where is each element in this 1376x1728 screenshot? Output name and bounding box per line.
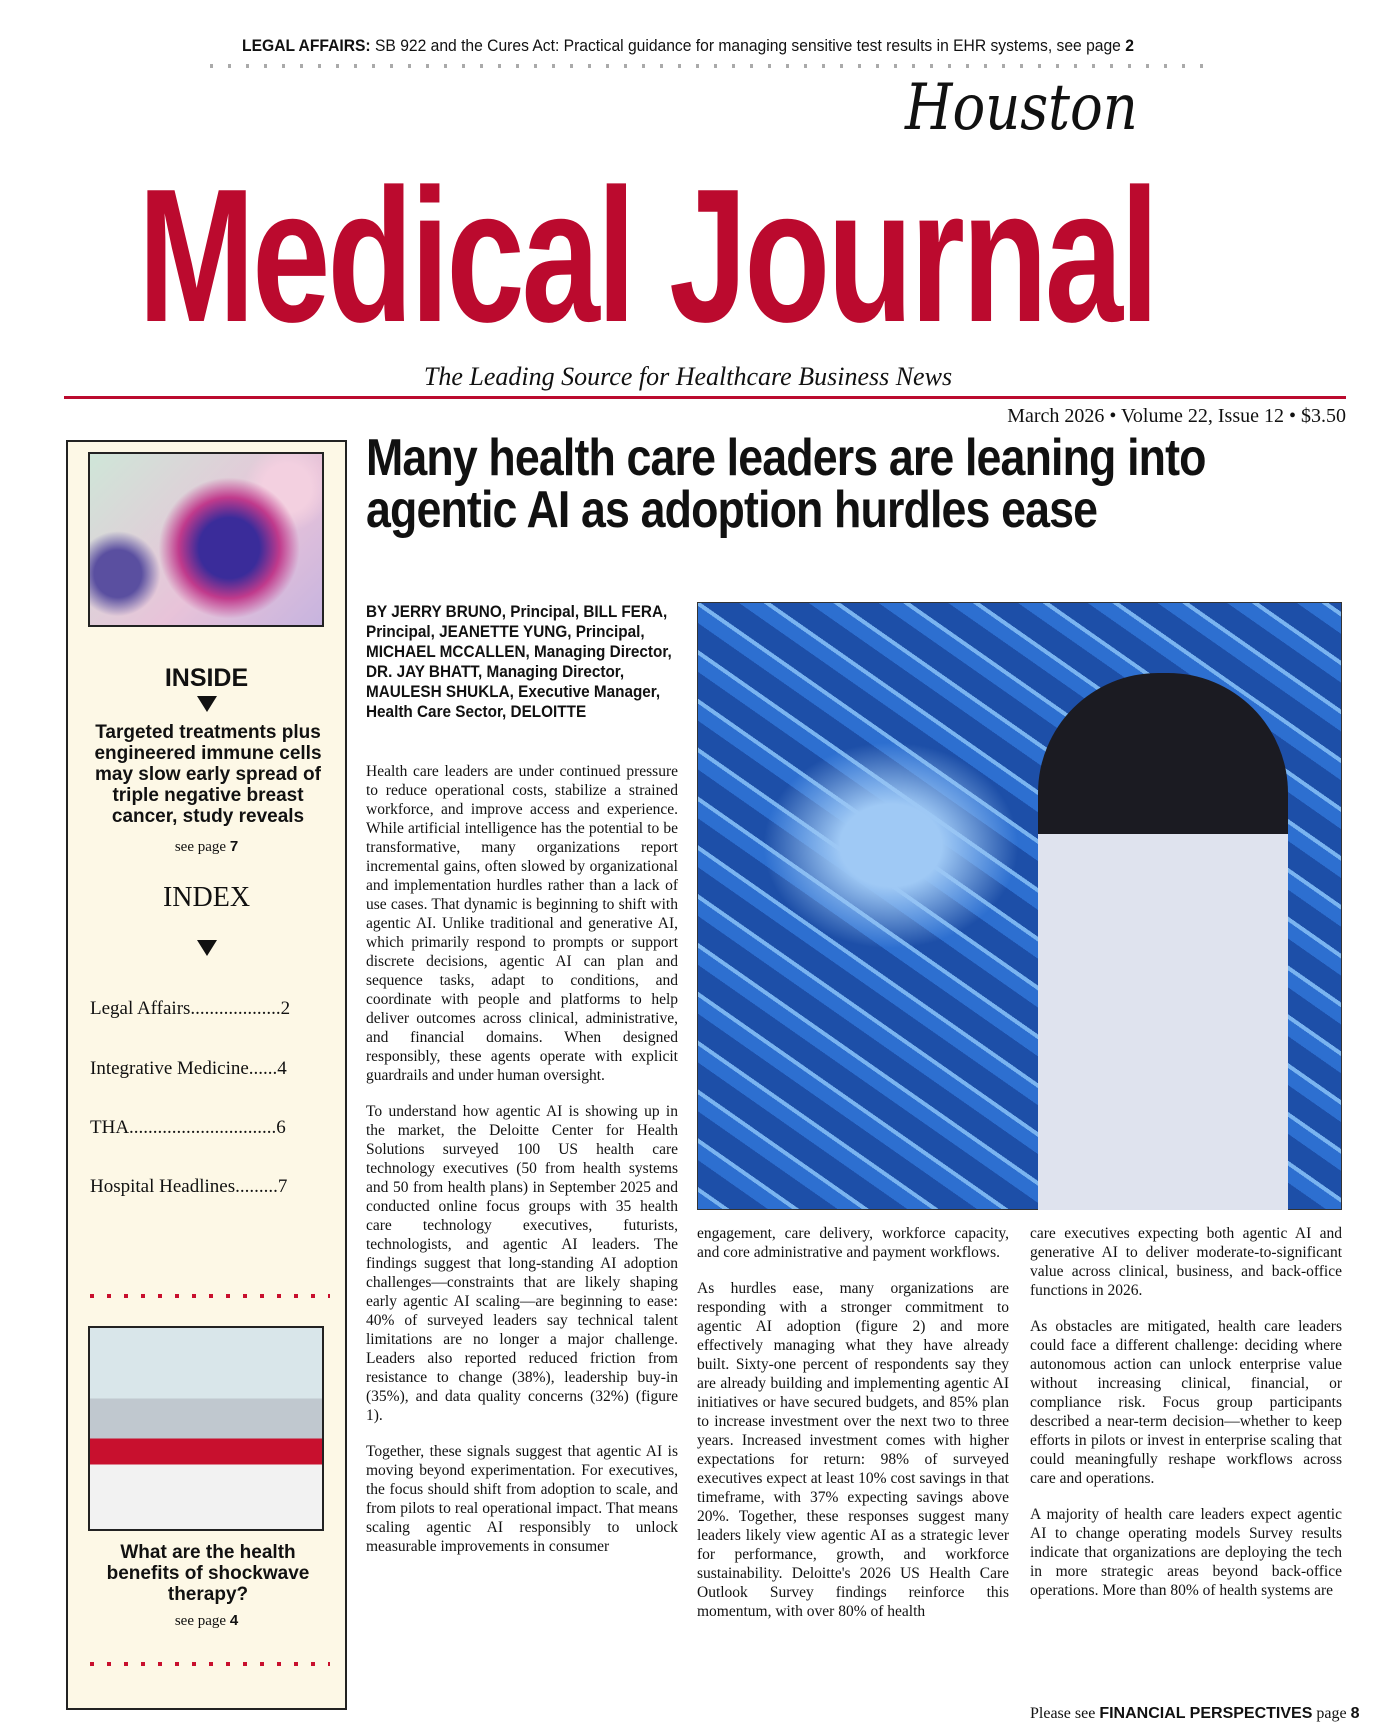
see-page-number: 7	[229, 838, 239, 855]
article-column-1	[366, 762, 678, 1573]
paragraph: care executives expecting both agentic AI and generative AI to deliver moderate-to-significant value across clinical, business, and back-office functions in 2026.	[1030, 1225, 1342, 1299]
masthead-title: Medical Journal	[138, 150, 1157, 362]
inside-story-link[interactable]: Targeted treatments plus engineered immune cells may slow early spread of triple negative breast cancer, study reveals	[94, 722, 322, 827]
inside-see-page[interactable]	[68, 838, 345, 856]
dotted-divider	[210, 64, 1210, 68]
article-column-2	[697, 1224, 1009, 1638]
red-dotted-divider	[90, 1294, 330, 1298]
paragraph: As hurdles ease, many organizations are responding with a stronger commitment to agentic AI adoption (figure 2) and more effectively managing what they have already built. Sixty-one percent of respondents say they are already building and implementing agentic AI initiatives or have secured budgets, and 85% plan to increase investment over the next two to three years. Increased investment comes with higher expectations for return: 98% of surveyed executives expect at least 10% cost savings in that timeframe, with 37% expecting savings above 20%. Together, these responses suggest many leaders likely view agentic AI as a strategic lever for performance, growth, and workforce sustainability. Deloitte's 2026 US Health Care Outlook Survey findings reinforce this momentum, with over 80% of health	[697, 1280, 1009, 1620]
see-text: see page	[174, 839, 230, 855]
masthead-tagline: The Leading Source for Healthcare Business News	[423, 362, 953, 391]
red-dotted-divider	[90, 1662, 330, 1666]
continued-page: 8	[1350, 1705, 1360, 1722]
index-item-hospital-headlines[interactable]: Hospital Headlines.........7	[90, 1176, 288, 1197]
index-item-integrative-medicine[interactable]: Integrative Medicine......4	[90, 1058, 287, 1079]
continued-section: FINANCIAL PERSPECTIVES	[1099, 1705, 1313, 1722]
teaser-label: LEGAL AFFAIRS:	[242, 36, 371, 55]
continued-prefix: Please see	[1030, 1705, 1100, 1722]
continued-link[interactable]	[1030, 1704, 1360, 1724]
down-triangle-icon	[197, 696, 217, 712]
paragraph: Health care leaders are under continued pressure to reduce operational costs, stabilize a strained workforce, and improve access and experience. While artificial intelligence has the potential to be transformative, many organizations report incremental gains, often slowed by organizational and implementation hurdles rather than a lack of use cases. That dynamic is beginning to shift with agentic AI. Unlike traditional and generative AI, which primarily respond to prompts or support discrete decisions, agentic AI can plan and sequence tasks, adapt to conditions, and coordinate with people and platforms to help deliver outcomes across clinical, administrative, and financial domains. When designed responsibly, these agents operate with explicit guardrails and under human oversight.	[366, 763, 678, 1084]
article-headline: Many health care leaders are leaning into agentic AI as adoption hurdles ease	[366, 429, 1206, 539]
shockwave-therapy-image[interactable]	[88, 1326, 324, 1531]
teaser-text: SB 922 and the Cures Act: Practical guidance for managing sensitive test results in EHR systems, see page	[370, 36, 1126, 55]
woman-with-laptop-photo	[697, 602, 1342, 1210]
paragraph: engagement, care delivery, workforce capacity, and core administrative and payment workflows.	[697, 1225, 1009, 1261]
person-figure	[1038, 673, 1288, 1210]
index-label: INDEX	[162, 882, 251, 913]
down-triangle-icon	[197, 940, 217, 956]
index-item-legal-affairs[interactable]: Legal Affairs...................2	[90, 998, 291, 1019]
top-teaser[interactable]	[55, 36, 1321, 56]
teaser-page: 2	[1125, 36, 1134, 55]
masthead-city: Houston	[905, 71, 1138, 145]
masthead-rule	[64, 396, 1346, 399]
article-column-3	[1030, 1224, 1342, 1617]
paragraph: Together, these signals suggest that agentic AI is moving beyond experimentation. For executives, the focus should shift from adoption to scale, and from pilots to real operational impact. That means scaling agentic AI responsibly to unlock measurable improvements in consumer	[366, 1443, 678, 1555]
continued-suffix: page	[1312, 1705, 1351, 1722]
issue-dateline: March 2026 • Volume 22, Issue 12 • $3.50	[1007, 405, 1346, 427]
see-text: see page	[174, 1613, 230, 1629]
story2-link[interactable]: What are the health benefits of shockwave therapy?	[106, 1542, 310, 1605]
index-item-tha[interactable]: THA...............................6	[90, 1117, 286, 1138]
immune-cell-image[interactable]	[88, 452, 324, 627]
story2-see-page[interactable]	[68, 1612, 345, 1630]
see-page-number: 4	[229, 1612, 239, 1629]
inside-label: INSIDE	[164, 664, 249, 692]
article-byline: BY JERRY BRUNO, Principal, BILL FERA, Principal, JEANETTE YUNG, Principal, MICHAEL MCCALLEN, Managing Director, DR. JAY BHATT, Managing Director, MAULESH SHUKLA, Executive Manager, Health Care Sector, DELOITTE	[366, 602, 672, 721]
sidebar	[66, 440, 347, 1710]
paragraph: As obstacles are mitigated, health care leaders could face a different challenge: deciding where autonomous action can unlock enterprise value without increasing clinical, financial, or compliance risk. Focus group participants described a near-term decision—whether to keep efforts in pilots or invest in enterprise scaling that could meaningfully reshape workflows across care and operations.	[1030, 1318, 1342, 1487]
paragraph: A majority of health care leaders expect agentic AI to change operating models Survey results indicate that organizations are deploying the tech in more strategic areas beyond back-office operations. More than 80% of health systems are	[1030, 1506, 1342, 1599]
paragraph: To understand how agentic AI is showing up in the market, the Deloitte Center for Health Solutions surveyed 100 US health care technology executives (50 from health systems and 50 from health plans) in September 2025 and conducted online focus groups with 35 health care technology executives, futurists, technologists, and agentic AI leaders. The findings suggest that long-standing AI adoption challenges—constraints that are likely shaping early agentic AI scaling—are beginning to ease: 40% of surveyed leaders say technical talent limitations are no longer a major challenge. Leaders also reported reduced friction from resistance to change (38%), leadership buy-in (35%), and data quality concerns (32%) (figure 1).	[366, 1103, 678, 1424]
